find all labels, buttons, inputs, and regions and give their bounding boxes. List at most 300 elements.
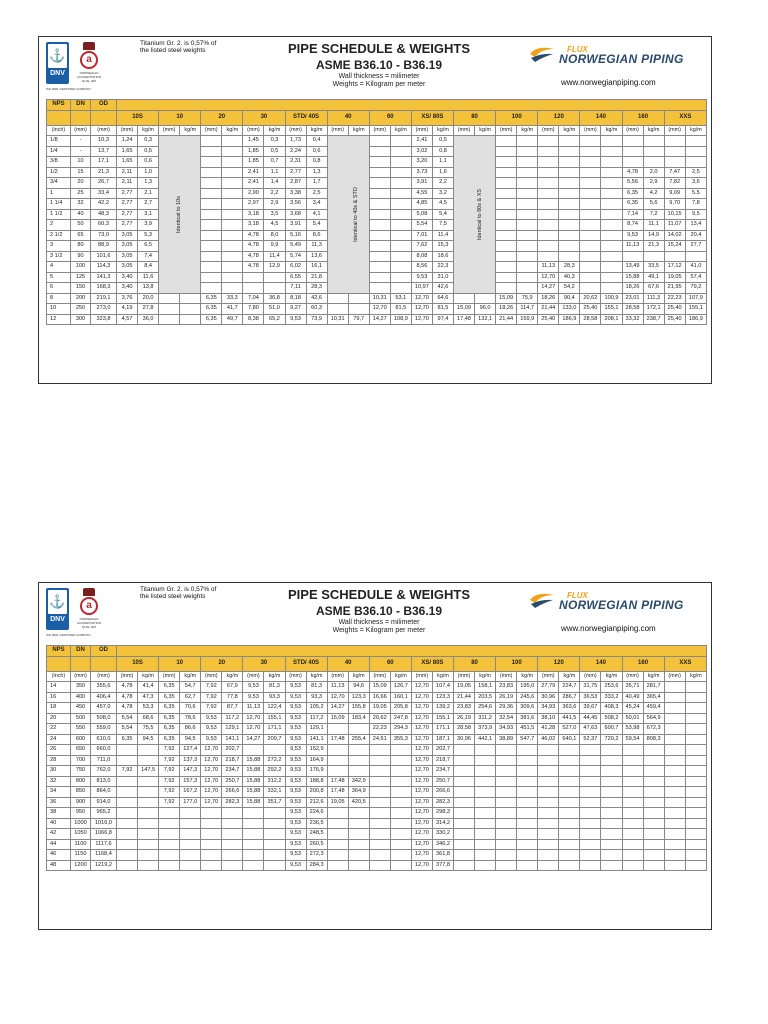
weight-cell: 49,1 bbox=[643, 272, 664, 283]
od-cell: 1066,8 bbox=[91, 829, 117, 840]
wall-thickness-cell: 1,65 bbox=[117, 146, 138, 157]
wall-thickness-cell bbox=[201, 251, 222, 262]
table-row bbox=[47, 178, 707, 189]
nps-cell: 2 bbox=[47, 220, 71, 231]
weight-cell bbox=[222, 262, 243, 273]
wall-thickness-cell: 2,77 bbox=[117, 220, 138, 231]
weight-cell: 355,3 bbox=[390, 734, 411, 745]
wall-thickness-cell: 3,05 bbox=[117, 241, 138, 252]
weight-cell: 16,1 bbox=[306, 262, 327, 273]
wall-thickness-cell: 18,26 bbox=[538, 293, 559, 304]
wall-thickness-cell: 7,14 bbox=[622, 209, 643, 220]
weight-cell bbox=[643, 818, 664, 829]
weight-cell: 27,7 bbox=[685, 241, 706, 252]
weight-cell bbox=[559, 829, 580, 840]
weight-cell: 13,8 bbox=[138, 283, 159, 294]
wall-thickness-cell bbox=[580, 839, 601, 850]
weight-cell bbox=[685, 787, 706, 798]
wall-thickness-cell: 9,53 bbox=[411, 272, 432, 283]
wall-thickness-cell bbox=[580, 157, 601, 168]
weight-cell: 234,7 bbox=[222, 766, 243, 777]
weight-cell bbox=[475, 839, 496, 850]
wall-thickness-cell: 7,11 bbox=[285, 283, 306, 294]
wall-thickness-cell: 3,40 bbox=[117, 283, 138, 294]
wall-thickness-cell bbox=[454, 839, 475, 850]
wall-thickness-cell bbox=[538, 850, 559, 861]
nps-cell: 6 bbox=[47, 283, 71, 294]
weight-cell bbox=[601, 272, 622, 283]
wall-thickness-cell: 31,75 bbox=[580, 682, 601, 693]
table-row bbox=[47, 209, 707, 220]
unit-cell: kg/m bbox=[517, 125, 538, 136]
wall-thickness-cell bbox=[538, 136, 559, 147]
weight-cell bbox=[390, 167, 411, 178]
weight-cell: 224,6 bbox=[306, 808, 327, 819]
wall-thickness-cell bbox=[538, 241, 559, 252]
unit-cell: (mm) bbox=[454, 125, 475, 136]
weight-cell bbox=[559, 839, 580, 850]
schedule-header: 60 bbox=[369, 110, 411, 125]
weight-cell bbox=[643, 808, 664, 819]
wall-thickness-cell bbox=[454, 829, 475, 840]
nps-cell: 22 bbox=[47, 724, 71, 735]
wall-thickness-cell bbox=[327, 745, 348, 756]
unit-cell: (mm) bbox=[285, 125, 306, 136]
od-cell: 864,0 bbox=[91, 787, 117, 798]
weight-cell: 459,4 bbox=[643, 703, 664, 714]
wall-thickness-cell bbox=[664, 787, 685, 798]
weight-cell bbox=[390, 178, 411, 189]
wall-thickness-cell: 15,09 bbox=[454, 304, 475, 315]
weight-cell bbox=[643, 766, 664, 777]
wall-thickness-cell: 17,48 bbox=[327, 734, 348, 745]
wall-thickness-cell: 2,77 bbox=[285, 167, 306, 178]
wall-thickness-cell: 28,58 bbox=[580, 314, 601, 325]
unit-cell: kg/m bbox=[348, 125, 369, 136]
nps-cell: 18 bbox=[47, 703, 71, 714]
nps-cell: 24 bbox=[47, 734, 71, 745]
table-row bbox=[47, 776, 707, 787]
dn-cell: 200 bbox=[71, 293, 91, 304]
weight-cell bbox=[685, 766, 706, 777]
wall-thickness-cell bbox=[664, 766, 685, 777]
sheet-header bbox=[39, 583, 711, 643]
title-block bbox=[259, 587, 499, 635]
weight-cell: 364,9 bbox=[348, 787, 369, 798]
unit-cell: (mm) bbox=[243, 671, 264, 682]
wall-thickness-cell bbox=[538, 230, 559, 241]
weight-cell: 200,8 bbox=[306, 787, 327, 798]
weight-cell: 11,4 bbox=[264, 251, 285, 262]
weight-cell: 12,9 bbox=[264, 262, 285, 273]
wall-thickness-cell bbox=[201, 283, 222, 294]
weight-cell: 75,9 bbox=[517, 293, 538, 304]
weight-cell: 152,9 bbox=[306, 745, 327, 756]
weight-cell bbox=[559, 776, 580, 787]
schedule-header: 10 bbox=[159, 656, 201, 671]
wall-thickness-cell bbox=[369, 272, 390, 283]
weight-cell: 155,1 bbox=[432, 713, 453, 724]
weight-cell: 57,4 bbox=[685, 272, 706, 283]
weight-cell: 195,0 bbox=[517, 682, 538, 693]
wall-thickness-cell bbox=[538, 146, 559, 157]
wall-thickness-cell: 36,53 bbox=[580, 692, 601, 703]
wall-thickness-cell: 7,01 bbox=[411, 230, 432, 241]
website-link[interactable]: www.norwegianpiping.com bbox=[561, 78, 656, 87]
weight-cell bbox=[559, 797, 580, 808]
wall-thickness-cell: 15,88 bbox=[243, 797, 264, 808]
header-filler bbox=[117, 646, 707, 657]
dnv-mark-icon: ⚓ bbox=[48, 590, 67, 614]
nps-cell: 48 bbox=[47, 860, 71, 871]
wall-thickness-cell: 3,20 bbox=[411, 157, 432, 168]
crown-icon bbox=[83, 588, 95, 596]
wall-thickness-cell bbox=[538, 251, 559, 262]
weight-cell bbox=[559, 755, 580, 766]
weight-cell bbox=[559, 167, 580, 178]
unit-cell: (mm) bbox=[580, 125, 601, 136]
od-cell: 457,0 bbox=[91, 703, 117, 714]
wall-thickness-cell bbox=[327, 860, 348, 871]
od-cell: 88,9 bbox=[91, 241, 117, 252]
od-cell: 508,0 bbox=[91, 713, 117, 724]
weight-cell bbox=[559, 146, 580, 157]
nps-cell: 10 bbox=[47, 304, 71, 315]
weight-cell: 11,1 bbox=[643, 220, 664, 231]
wall-thickness-cell: 7,47 bbox=[664, 167, 685, 178]
wall-thickness-cell bbox=[664, 850, 685, 861]
wall-thickness-cell bbox=[538, 199, 559, 210]
nps-cell: 8 bbox=[47, 293, 71, 304]
weight-cell bbox=[138, 850, 159, 861]
weight-cell: 2,1 bbox=[138, 188, 159, 199]
page-subtitle: ASME B36.10 - B36.19 bbox=[315, 604, 443, 618]
wall-thickness-cell: 6,35 bbox=[159, 734, 180, 745]
weight-cell: 186,9 bbox=[559, 314, 580, 325]
wall-thickness-cell bbox=[622, 787, 643, 798]
wall-thickness-cell: 9,53 bbox=[622, 230, 643, 241]
pipe-schedule-table-1 bbox=[46, 99, 707, 325]
column-header: NPS bbox=[47, 100, 71, 111]
wall-thickness-cell bbox=[159, 829, 180, 840]
weight-cell bbox=[517, 167, 538, 178]
weight-cell: 4,5 bbox=[264, 220, 285, 231]
wall-thickness-cell: 12,70 bbox=[411, 766, 432, 777]
wall-thickness-cell bbox=[117, 850, 138, 861]
header-blank bbox=[47, 656, 71, 671]
weight-cell bbox=[348, 745, 369, 756]
unit-cell: (mm) bbox=[71, 671, 91, 682]
weight-cell: 330,2 bbox=[432, 829, 453, 840]
wall-thickness-cell bbox=[496, 808, 517, 819]
nps-cell: 3/8 bbox=[47, 157, 71, 168]
unit-cell: (mm) bbox=[243, 125, 264, 136]
wall-thickness-cell bbox=[580, 146, 601, 157]
wall-thickness-cell: 12,70 bbox=[201, 787, 222, 798]
wall-thickness-cell bbox=[664, 745, 685, 756]
wall-thickness-cell: 21,95 bbox=[664, 283, 685, 294]
od-cell: 355,6 bbox=[91, 682, 117, 693]
unit-cell: (mm) bbox=[411, 125, 432, 136]
wall-thickness-cell bbox=[454, 850, 475, 861]
weight-cell: 3,1 bbox=[138, 209, 159, 220]
weight-cell bbox=[348, 304, 369, 315]
wall-thickness-cell bbox=[117, 745, 138, 756]
weight-cell: 720,2 bbox=[601, 734, 622, 745]
wall-thickness-cell: 21,44 bbox=[538, 304, 559, 315]
website-link[interactable]: www.norwegianpiping.com bbox=[561, 624, 656, 633]
weight-cell: 47,3 bbox=[138, 692, 159, 703]
wall-thickness-cell: 7,92 bbox=[201, 703, 222, 714]
wall-thickness-cell bbox=[201, 157, 222, 168]
wall-thickness-cell bbox=[664, 146, 685, 157]
crown-icon bbox=[83, 42, 95, 50]
weight-cell bbox=[222, 146, 243, 157]
weight-cell bbox=[559, 850, 580, 861]
wall-thickness-cell bbox=[243, 283, 264, 294]
title-block bbox=[259, 41, 499, 89]
weight-cell: 54,7 bbox=[180, 682, 201, 693]
dn-cell: 800 bbox=[71, 776, 91, 787]
table-row bbox=[47, 839, 707, 850]
unit-cell: (mm) bbox=[496, 671, 517, 682]
wall-thickness-cell: 9,53 bbox=[285, 713, 306, 724]
weight-cell bbox=[222, 283, 243, 294]
weight-cell bbox=[601, 776, 622, 787]
unit-cell: (mm) bbox=[664, 671, 685, 682]
wall-thickness-cell bbox=[496, 850, 517, 861]
wall-thickness-cell bbox=[369, 755, 390, 766]
weight-cell bbox=[601, 745, 622, 756]
wall-thickness-cell: 9,53 bbox=[285, 839, 306, 850]
weight-cell: 22,3 bbox=[432, 262, 453, 273]
weight-cell bbox=[601, 818, 622, 829]
weight-cell bbox=[390, 146, 411, 157]
schedule-header: 140 bbox=[580, 110, 622, 125]
schedule-header: XS/ 80S bbox=[411, 656, 453, 671]
wall-thickness-cell bbox=[201, 167, 222, 178]
wall-thickness-cell bbox=[496, 755, 517, 766]
schedule-header: 30 bbox=[243, 656, 285, 671]
weight-cell bbox=[222, 178, 243, 189]
wall-thickness-cell bbox=[369, 157, 390, 168]
weight-cell: 28,3 bbox=[559, 262, 580, 273]
weight-cell bbox=[559, 220, 580, 231]
wall-thickness-cell bbox=[496, 766, 517, 777]
header-filler bbox=[117, 100, 707, 111]
weight-cell: 33,5 bbox=[643, 262, 664, 273]
wall-thickness-cell: 10,31 bbox=[369, 293, 390, 304]
wall-thickness-cell bbox=[496, 157, 517, 168]
units-line-2: Weights = Kilogram per meter bbox=[332, 627, 426, 634]
wall-thickness-cell: 18,26 bbox=[622, 283, 643, 294]
unit-cell: kg/m bbox=[180, 125, 201, 136]
unit-cell: kg/m bbox=[432, 671, 453, 682]
wall-thickness-cell bbox=[117, 829, 138, 840]
wall-thickness-cell: 14,02 bbox=[664, 230, 685, 241]
od-cell: 965,2 bbox=[91, 808, 117, 819]
wall-thickness-cell bbox=[369, 199, 390, 210]
weight-cell bbox=[601, 146, 622, 157]
wall-thickness-cell: 4,57 bbox=[117, 314, 138, 325]
weight-cell bbox=[601, 209, 622, 220]
wall-thickness-cell: 26,19 bbox=[454, 713, 475, 724]
weight-cell: 54,2 bbox=[559, 283, 580, 294]
weight-cell: 21,8 bbox=[306, 272, 327, 283]
dn-cell: 1050 bbox=[71, 829, 91, 840]
weight-cell bbox=[601, 839, 622, 850]
weight-cell bbox=[475, 745, 496, 756]
wall-thickness-cell: 17,48 bbox=[327, 787, 348, 798]
wall-thickness-cell: 14,27 bbox=[243, 734, 264, 745]
nps-cell: 16 bbox=[47, 692, 71, 703]
table-row bbox=[47, 703, 707, 714]
wall-thickness-cell bbox=[327, 293, 348, 304]
weight-cell bbox=[180, 293, 201, 304]
wall-thickness-cell: 3,18 bbox=[243, 209, 264, 220]
wall-thickness-cell bbox=[622, 157, 643, 168]
dn-cell: 850 bbox=[71, 787, 91, 798]
weight-cell bbox=[643, 146, 664, 157]
wall-thickness-cell: 12,70 bbox=[243, 713, 264, 724]
weight-cell: 117,2 bbox=[306, 713, 327, 724]
weight-cell bbox=[601, 241, 622, 252]
weight-cell: 2,2 bbox=[264, 188, 285, 199]
wall-thickness-cell: 8,08 bbox=[411, 251, 432, 262]
weight-cell: 94,5 bbox=[138, 734, 159, 745]
wall-thickness-cell: 1,45 bbox=[243, 136, 264, 147]
weight-cell bbox=[685, 755, 706, 766]
dn-cell: 20 bbox=[71, 178, 91, 189]
weight-cell: 2,9 bbox=[264, 199, 285, 210]
weight-cell: 41,4 bbox=[138, 682, 159, 693]
weight-cell bbox=[264, 850, 285, 861]
wall-thickness-cell: 9,53 bbox=[285, 818, 306, 829]
header-blank bbox=[71, 656, 91, 671]
wall-thickness-cell bbox=[117, 776, 138, 787]
weight-cell bbox=[517, 157, 538, 168]
unit-cell: kg/m bbox=[390, 671, 411, 682]
weight-cell: 266,6 bbox=[432, 787, 453, 798]
wall-thickness-cell bbox=[496, 860, 517, 871]
weight-cell: 14,9 bbox=[643, 230, 664, 241]
weight-cell: 1,4 bbox=[264, 178, 285, 189]
weight-cell: 286,7 bbox=[559, 692, 580, 703]
wall-thickness-cell: 9,53 bbox=[285, 850, 306, 861]
wall-thickness-cell: 47,63 bbox=[580, 724, 601, 735]
weight-cell: 147,3 bbox=[180, 766, 201, 777]
weight-cell: 7,4 bbox=[138, 251, 159, 262]
od-cell: 1168,4 bbox=[91, 850, 117, 861]
wall-thickness-cell: 3,68 bbox=[285, 209, 306, 220]
weight-cell: 11,6 bbox=[138, 272, 159, 283]
weight-cell: 133,0 bbox=[559, 304, 580, 315]
weight-cell: 672,3 bbox=[643, 724, 664, 735]
wall-thickness-cell: 3,76 bbox=[117, 293, 138, 304]
weight-cell bbox=[517, 146, 538, 157]
wall-thickness-cell bbox=[369, 241, 390, 252]
wall-thickness-cell bbox=[664, 829, 685, 840]
wall-thickness-cell bbox=[622, 860, 643, 871]
wall-thickness-cell: 12,70 bbox=[369, 304, 390, 315]
wall-thickness-cell bbox=[664, 839, 685, 850]
weight-cell bbox=[685, 682, 706, 693]
wall-thickness-cell: 15,88 bbox=[243, 787, 264, 798]
wall-thickness-cell: 17,48 bbox=[454, 314, 475, 325]
weight-cell: 155,1 bbox=[601, 304, 622, 315]
weight-cell bbox=[517, 850, 538, 861]
weight-cell: 218,7 bbox=[222, 755, 243, 766]
wall-thickness-cell bbox=[580, 199, 601, 210]
page-title: PIPE SCHEDULE & WEIGHTS bbox=[287, 41, 471, 56]
weight-cell: 160,1 bbox=[390, 692, 411, 703]
wall-thickness-cell: 10,31 bbox=[327, 314, 348, 325]
weight-cell bbox=[138, 797, 159, 808]
wall-thickness-cell bbox=[454, 808, 475, 819]
weight-cell: 107,4 bbox=[432, 682, 453, 693]
wall-thickness-cell: 9,09 bbox=[664, 188, 685, 199]
wall-thickness-cell bbox=[327, 766, 348, 777]
unit-cell: (mm) bbox=[91, 125, 117, 136]
weight-cell bbox=[390, 251, 411, 262]
table-row bbox=[47, 157, 707, 168]
wall-thickness-cell bbox=[201, 818, 222, 829]
identical-note bbox=[454, 136, 496, 294]
weight-cell bbox=[517, 745, 538, 756]
weight-cell: 36,0 bbox=[138, 314, 159, 325]
weight-cell: 260,5 bbox=[306, 839, 327, 850]
table-row bbox=[47, 314, 707, 325]
wall-thickness-cell: 12,70 bbox=[411, 776, 432, 787]
weight-cell bbox=[643, 829, 664, 840]
wall-thickness-cell bbox=[664, 734, 685, 745]
schedule-header: 120 bbox=[538, 110, 580, 125]
schedule-header: 100 bbox=[496, 110, 538, 125]
weight-cell: 4,5 bbox=[432, 199, 453, 210]
weight-cell: 8,4 bbox=[138, 262, 159, 273]
weight-cell: 0,5 bbox=[138, 146, 159, 157]
wall-thickness-cell bbox=[538, 209, 559, 220]
dnv-label: DNV bbox=[50, 616, 65, 623]
wall-thickness-cell bbox=[369, 787, 390, 798]
table-row bbox=[47, 724, 707, 735]
wall-thickness-cell: 1,65 bbox=[117, 157, 138, 168]
weight-cell bbox=[517, 776, 538, 787]
weight-cell: 272,3 bbox=[306, 850, 327, 861]
titanium-note: Titanium Gr. 2. is 0,57% of the listed steel weights bbox=[140, 40, 217, 54]
weight-cell bbox=[643, 839, 664, 850]
unit-cell: (mm) bbox=[327, 671, 348, 682]
wall-thickness-cell: 35,71 bbox=[622, 682, 643, 693]
wall-thickness-cell: 7,92 bbox=[159, 787, 180, 798]
wall-thickness-cell: 12,70 bbox=[411, 724, 432, 735]
wall-thickness-cell: 52,37 bbox=[580, 734, 601, 745]
weight-cell: 365,4 bbox=[643, 692, 664, 703]
identical-label: Identical to 40s & STD bbox=[352, 186, 359, 242]
wall-thickness-cell: 7,92 bbox=[159, 797, 180, 808]
unit-cell: (mm) bbox=[159, 671, 180, 682]
weight-cell: 208,1 bbox=[601, 314, 622, 325]
nps-cell: 20 bbox=[47, 713, 71, 724]
weight-cell bbox=[138, 808, 159, 819]
unit-cell: kg/m bbox=[138, 671, 159, 682]
schedule-header: 20 bbox=[201, 110, 243, 125]
wall-thickness-cell: 7,92 bbox=[159, 745, 180, 756]
weight-cell bbox=[601, 199, 622, 210]
weight-cell: 248,5 bbox=[306, 829, 327, 840]
wall-thickness-cell: 6,35 bbox=[201, 314, 222, 325]
wall-thickness-cell: 2,11 bbox=[117, 167, 138, 178]
